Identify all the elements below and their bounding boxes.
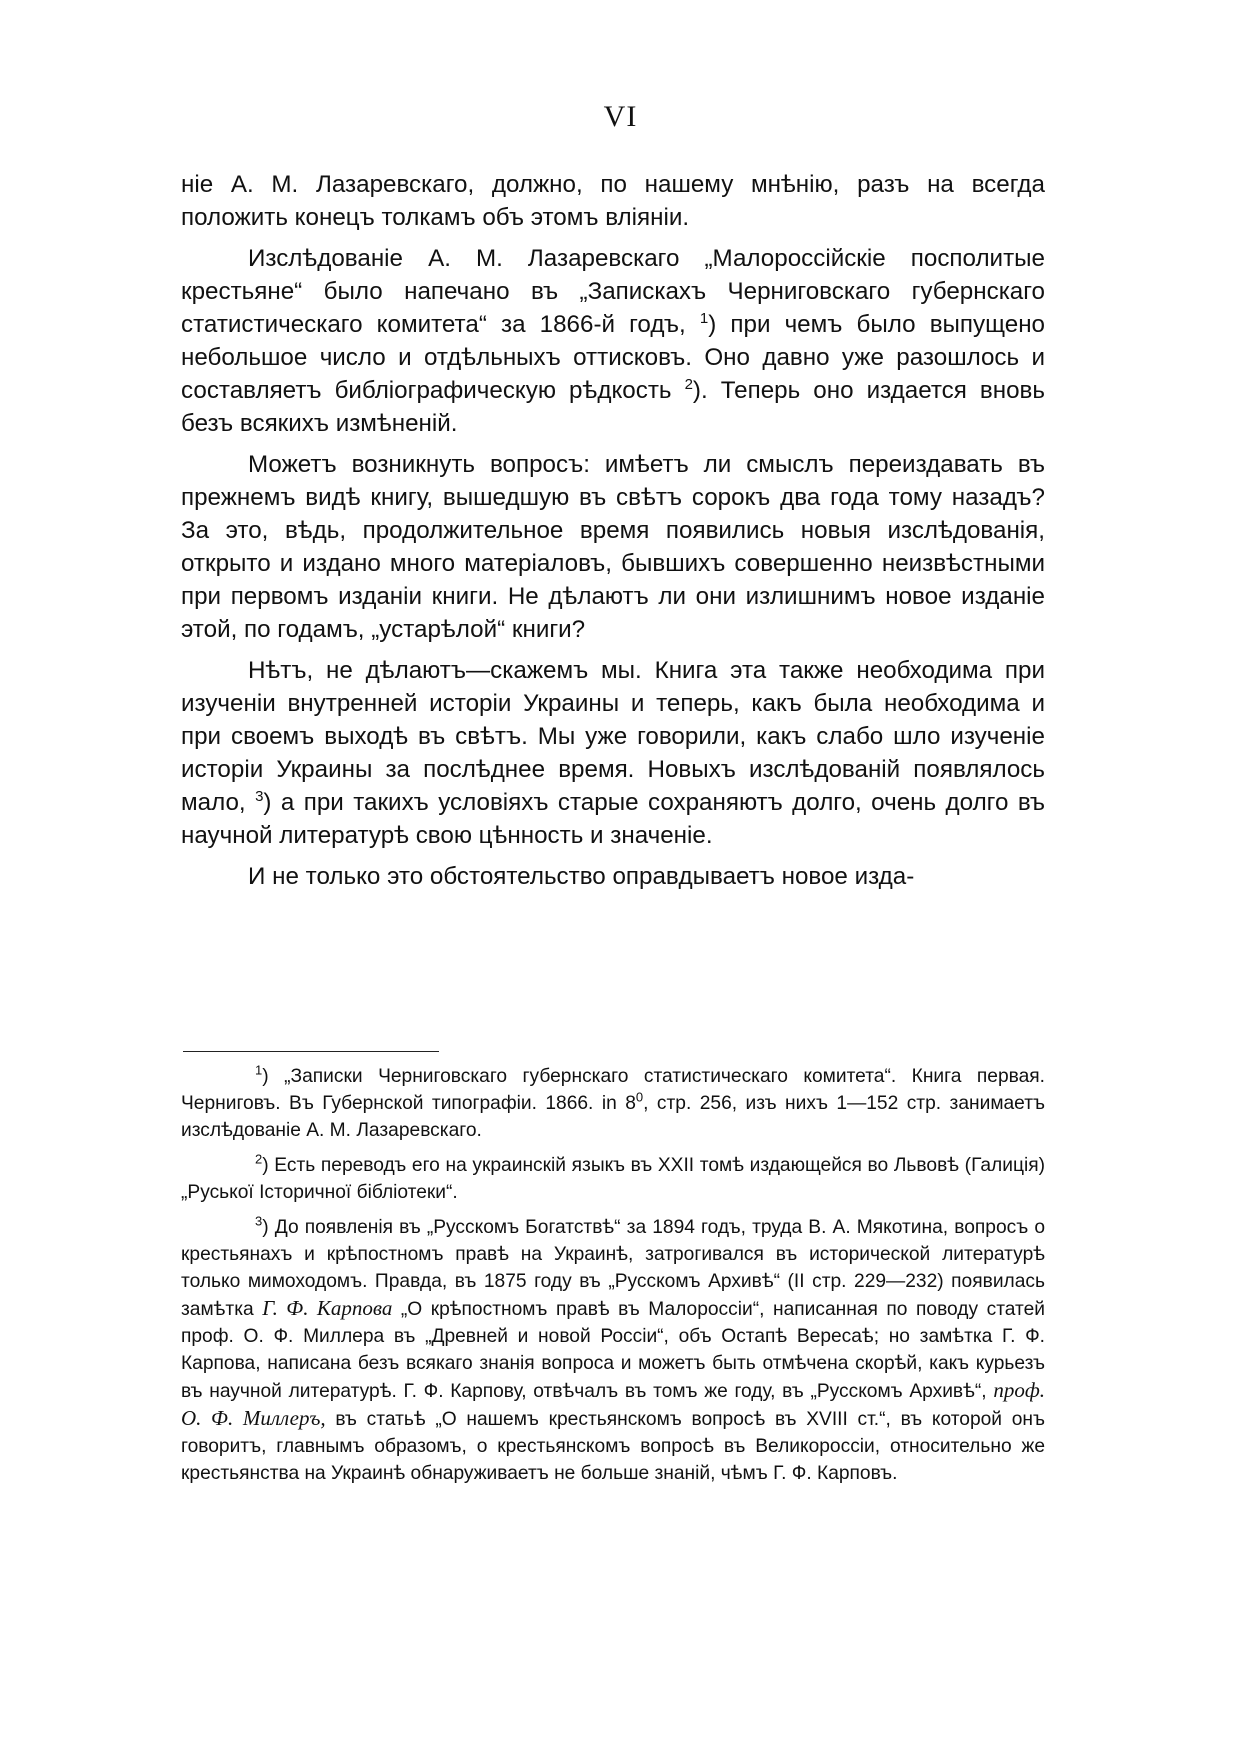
paragraph-4	[181, 654, 1045, 852]
footnotes	[181, 1063, 1045, 1495]
paragraph-2-text-b: при чемъ было выпущено небольшое число и отдѣльныхъ оттисковъ. Оно давно уже разошлось и составляетъ библіографическую рѣдкость	[181, 311, 1046, 404]
footnote-3-mark: 3	[255, 1213, 263, 1229]
paragraph-5	[181, 860, 1045, 893]
paragraph-3-text: Можетъ возникнуть вопросъ: имѣетъ ли смыслъ переиздавать въ прежнемъ видѣ книгу, вышедшую въ свѣтъ сорокъ два года тому назадъ? За это, вѣдь, продолжительное время появились новыя изслѣдованія, открыто и издано много матеріаловъ, бывшихъ совершенно неизвѣстными при первомъ изданіи книги. Не дѣлаютъ ли они излишнимъ новое изданіе этой, по годамъ, „устарѣлой“ книги?	[181, 451, 1045, 643]
footnote-ref-2: 2	[684, 375, 693, 393]
footnote-1-mark: 1	[255, 1062, 263, 1078]
footnote-ref-1-paren: )	[708, 311, 717, 338]
page-number: VI	[603, 100, 638, 133]
footnote-1	[181, 1063, 1045, 1144]
main-text	[181, 168, 1045, 893]
footnote-1-text: ) „Записки Черниговскаго губернскаго статистическаго комитета“. Книга первая. Черниговъ. Въ Губернской типографіи. 1866. in 8	[181, 1066, 1045, 1114]
paragraph-3	[181, 448, 1045, 646]
footnote-1-superscript: 0	[635, 1089, 644, 1105]
paragraph-1	[181, 168, 1045, 234]
paragraph-4-text-b: а при такихъ условіяхъ старые сохраняютъ долго, очень долго въ научной литературѣ свою цѣнность и значеніе.	[181, 789, 1045, 849]
footnote-2	[181, 1152, 1045, 1206]
paragraph-1-text: ніе А. М. Лазаревскаго, должно, по нашему мнѣнію, разъ на всегда положить конецъ толкамъ объ этомъ вліяніи.	[181, 171, 1045, 231]
footnote-ref-1: 1	[699, 309, 709, 327]
footnote-3-italic-miller: проф. О. Ф. Миллеръ,	[181, 1378, 1045, 1430]
footnote-3	[181, 1214, 1045, 1487]
footnote-2-text: ) Есть переводъ его на украинскій языкъ въ XXII томѣ издающейся во Львовѣ (Галиція) „Руської Історичної бібліотеки“.	[181, 1155, 1045, 1203]
paragraph-2-text-a: Изслѣдованіе А. М. Лазаревскаго „Малороссійскіе посполитые крестьяне“ было напечано въ „Запискахъ Черниговскаго губернскаго статистическаго комитета“ за 1866-й годъ,	[181, 245, 1045, 338]
footnote-ref-3: 3	[255, 787, 264, 805]
footnote-ref-3-paren: )	[263, 789, 272, 816]
footnote-divider	[183, 1051, 439, 1052]
footnote-1-tail: , стр. 256, изъ нихъ 1—152 стр. занимаетъ изслѣдованіе А. М. Лазаревскаго.	[181, 1093, 1046, 1141]
footnote-3-text-a: ) До появленія въ „Русскомъ Богатствѣ“ за 1894 годъ, труда В. А. Мякотина, вопросъ о крестьянахъ и крѣпостномъ правѣ на Украинѣ, затрогивался въ исторической литературѣ только мимоходомъ. Правда, въ 1875 году въ „Русскомъ Архивѣ“ (II стр. 229—232) появилась замѣтка	[181, 1217, 1045, 1320]
paragraph-2-text-c: ). Теперь оно издается вновь безъ всякихъ измѣненій.	[181, 377, 1046, 437]
paragraph-4-text-a: Нѣтъ, не дѣлаютъ—скажемъ мы. Книга эта также необходима при изученіи внутренней исторіи Украины и теперь, какъ была необходима и при своемъ выходѣ въ свѣтъ. Мы уже говорили, какъ слабо шло изученіе исторіи Украины за послѣднее время. Новыхъ изслѣдованій появлялось мало,	[181, 657, 1045, 816]
paragraph-2	[181, 242, 1045, 440]
footnote-2-mark: 2	[255, 1151, 263, 1167]
paragraph-5-text: И не только это обстоятельство оправдываетъ новое изда-	[248, 863, 915, 890]
footnote-3-italic-karpov: Г. Ф. Карпова	[262, 1296, 393, 1320]
footnote-3-text-b: „О крѣпостномъ правѣ въ Малороссіи“, написанная по поводу статей проф. О. Ф. Миллера въ „Древней и новой Россіи“, объ Остапѣ Вересаѣ; но замѣтка Г. Ф. Карпова, написана безъ всякаго знанія вопроса и можетъ быть отмѣчена скорѣй, какъ курьезъ въ научной литературѣ. Г. Ф. Карпову, отвѣчалъ въ томъ же году, въ „Русскомъ Архивѣ“,	[181, 1299, 1045, 1402]
footnote-3-text-c: въ статьѣ „О нашемъ крестьянскомъ вопросѣ въ XVIII ст.“, въ которой онъ говоритъ, главнымъ образомъ, о крестьянскомъ вопросѣ въ Великороссіи, относительно же крестьянства на Украинѣ обнаруживаетъ не больше знаній, чѣмъ Г. Ф. Карповъ.	[181, 1409, 1045, 1484]
